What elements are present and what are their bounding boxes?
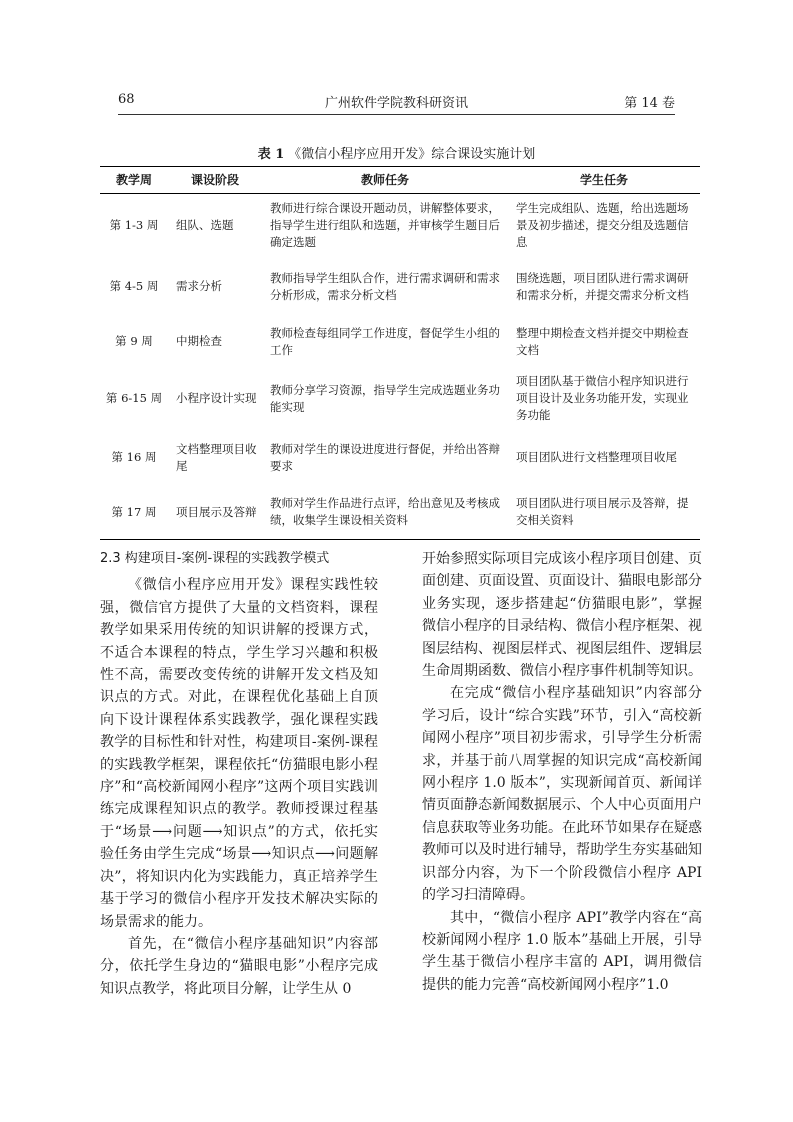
- table-row: [100, 316, 700, 368]
- cell-student-task: 项目团队进行文档整理项目收尾: [516, 450, 677, 464]
- table-row: [100, 430, 700, 486]
- body-paragraph: 在完成“微信小程序基础知识”内容部分学习后，设计“综合实践”环节，引入“高校新闻网小程序”项目初步需求，引导学生分析需求，并基于前八周掌握的知识完成“高校新闻网小程序 1.0 版本”，实现新闻首页、新闻详情页面静态新闻数据展示、个人中心页面用户信息获取等业务功能。在此环节如果存在疑惑教师可以及时进行辅导，帮助学生夯实基础知识部分内容，为下一个阶段微信小程序 API 的学习扫清障碍。: [422, 685, 702, 904]
- cell-student-task: 项目团队基于微信小程序知识进行项目设计及业务功能开发，实现业务功能: [516, 374, 689, 422]
- cell-week: 第 16 周: [111, 450, 157, 464]
- cell-teacher-task: 教师分享学习资源，指导学生完成选题业务功能实现: [270, 382, 500, 414]
- col-header-stage: 课设阶段: [190, 172, 239, 187]
- col-header-week: 教学周: [115, 172, 152, 187]
- header-rule: [118, 114, 675, 115]
- volume-number: 第 14 卷: [624, 96, 675, 111]
- cell-student-task: 项目团队进行项目展示及答辩，提交相关资料: [516, 496, 689, 528]
- cell-stage: 需求分析: [176, 279, 222, 293]
- cell-week: 第 6-15 周: [105, 391, 163, 405]
- table-row: [100, 486, 700, 540]
- body-paragraph: 首先，在“微信小程序基础知识”内容部分，依托学生身边的“猫眼电影”小程序完成知识点教学，将此项目分解，让学生从 0: [100, 935, 378, 997]
- section-title: 2.3 构建项目-案例-课程的实践教学模式: [100, 551, 330, 566]
- table-row: [100, 194, 700, 258]
- cell-stage: 小程序设计实现: [176, 391, 257, 405]
- plan-table: [100, 166, 700, 540]
- table-header-row: [100, 167, 700, 194]
- cell-student-task: 学生完成组队、选题，给出选题场景及初步描述，提交分组及选题信息: [516, 201, 689, 250]
- cell-stage: 项目展示及答辩: [176, 504, 257, 519]
- cell-teacher-task: 教师指导学生组队合作，进行需求调研和需求分析形成，需求分析文档: [270, 270, 500, 302]
- body-paragraph: 《微信小程序应用开发》课程实践性较强，微信官方提供了大量的文档资料，课程教学如果采用传统的知识讲解的授课方式，不适合本课程的特点，学生学习兴趣和积极性不高，需要改变传统的讲解开发文档及知识点的方式。对此，在课程优化基础上自顶向下设计课程体系实践教学，强化课程实践教学的目标性和针对性，构建项目-案例-课程的实践教学框架，课程依托“仿猫眼电影小程序”和“高校新闻网小程序”这两个项目实践训练完成课程知识点的教学。教师授课过程基于“场景⟶问题⟶知识点”的方式，依托实验任务由学生完成“场景⟶知识点⟶问题解决”，将知识内化为实践能力，真正培养学生基于学习的微信小程序开发技术解决实际的场景需求的能力。: [100, 577, 378, 930]
- right-column: [422, 548, 702, 996]
- body-paragraph-continued: 开始参照实际项目完成该小程序项目创建、页面创建、页面设置、页面设计、猫眼电影部分业务实现，逐步搭建起“仿猫眼电影”，掌握微信小程序的目录结构、微信小程序框架、视图层结构、视图层样式、视图层组件、逻辑层生命周期函数、微信小程序事件机制等知识。: [422, 551, 702, 680]
- cell-teacher-task: 教师检查每组同学工作进度，督促学生小组的工作: [270, 325, 500, 357]
- cell-student-task: 整理中期检查文档并提交中期检查文档: [516, 325, 689, 357]
- cell-stage: 文档整理项目收尾: [176, 441, 257, 473]
- left-column: [100, 548, 378, 1000]
- cell-teacher-task: 教师进行综合课设开题动员，讲解整体要求，指导学生进行组队和选题，并审核学生题目后确定选题: [270, 201, 500, 250]
- cell-week: 第 1-3 周: [109, 218, 159, 233]
- col-header-student-task: 学生任务: [579, 172, 628, 187]
- journal-title: 广州软件学院教科研资讯: [324, 96, 468, 111]
- cell-teacher-task: 教师对学生的课设进度进行督促，并给出答辩要求: [270, 441, 500, 473]
- cell-week: 第 4-5 周: [109, 279, 159, 293]
- table-row: [100, 258, 700, 316]
- cell-stage: 组队、选题: [176, 218, 234, 233]
- table-row: [100, 368, 700, 430]
- table-caption-label: 表 1: [257, 147, 285, 162]
- cell-stage: 中期检查: [176, 334, 222, 348]
- body-paragraph: 其中，“微信小程序 API”教学内容在“高校新闻网小程序 1.0 版本”基础上开展，引导学生基于微信小程序丰富的 API，调用微信提供的能力完善“高校新闻网小程序”1.0: [422, 909, 702, 993]
- page-header: [118, 92, 675, 114]
- cell-student-task: 围绕选题，项目团队进行需求调研和需求分析，并提交需求分析文档: [516, 270, 689, 302]
- table-caption-text: 《微信小程序应用开发》综合课设实施计划: [288, 147, 536, 162]
- page-number: 68: [118, 92, 135, 107]
- cell-teacher-task: 教师对学生作品进行点评，给出意见及考核成绩，收集学生课设相关资料: [270, 496, 500, 528]
- table-caption: [0, 143, 793, 162]
- cell-week: 第 9 周: [115, 334, 153, 348]
- cell-week: 第 17 周: [111, 504, 157, 519]
- col-header-teacher-task: 教师任务: [360, 172, 409, 187]
